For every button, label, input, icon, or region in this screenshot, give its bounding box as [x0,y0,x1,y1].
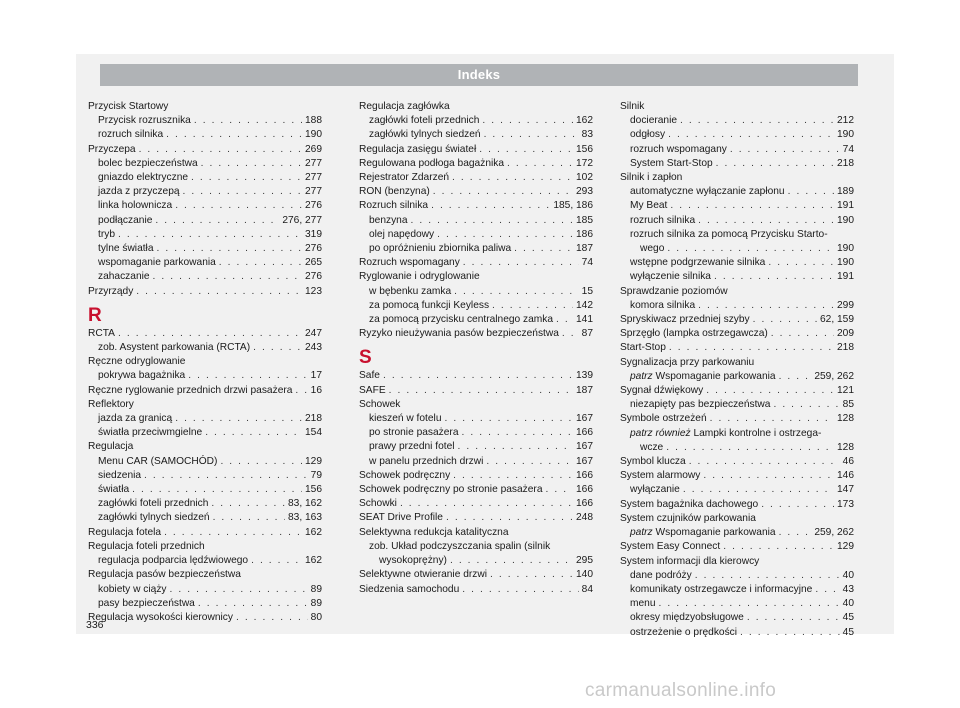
index-entry: tylne światła . . . 276 [88,242,322,256]
index-entry: wspomaganie parkowania . . . 265 [88,256,322,270]
index-entry: Przyrządy . . . 123 [88,285,322,299]
index-column-3 [620,100,854,640]
index-entry: dane podróży . . . 40 [620,569,854,583]
index-entry: wego . . . 190 [620,242,854,256]
see-reference: patrz [630,527,653,539]
index-entry: Sprzęgło (lampka ostrzegawcza) . . . 209 [620,327,854,341]
index-entry: jazda z przyczepą . . . 277 [88,185,322,199]
index-subheading: zob. Układ podczyszczania spalin (silnik [369,540,551,552]
index-column-2 [359,100,593,597]
index-entry: pasy bezpieczeństwa . . . 89 [88,597,322,611]
index-entry: Regulowana podłoga bagażnika . . . 172 [359,157,593,171]
index-entry: patrz Wspomaganie parkowania . . . 259, 262 [620,526,854,540]
index-heading: Silnik [620,101,645,112]
index-entry: wyłączenie silnika . . . 191 [620,270,854,284]
index-heading: System informacji dla kierowcy [620,555,760,567]
index-entry: olej napędowy . . . 186 [359,228,593,242]
index-entry: Rejestrator Zdarzeń . . . 102 [359,171,593,185]
index-entry: Menu CAR (SAMOCHÓD) . . . 129 [88,455,322,469]
index-entry: Selektywne otwieranie drzwi . . . 140 [359,568,593,582]
index-entry: Symbole ostrzeżeń . . . 128 [620,412,854,426]
index-heading: System czujników parkowania [620,512,756,524]
index-heading: Sygnalizacja przy parkowaniu [620,356,755,368]
index-entry: zagłówki tylnych siedzeń . . . 83 [359,128,593,142]
index-entry: Regulacja wysokości kierownicy . . . 80 [88,611,322,625]
index-entry: regulacja podparcia lędźwiowego . . . 162 [88,554,322,568]
index-heading: Regulacja zagłówka [359,101,450,112]
index-heading: Regulacja pasów bezpieczeństwa [88,569,241,581]
index-entry: rozruch wspomagany . . . 74 [620,143,854,157]
index-entry: Safe . . . 139 [359,369,593,383]
index-entry: światła . . . 156 [88,483,322,497]
index-entry: kobiety w ciąży . . . 89 [88,583,322,597]
index-entry: RCTA . . . 247 [88,327,322,341]
index-header: Indeks [100,64,858,86]
index-entry: SEAT Drive Profile . . . 248 [359,511,593,525]
index-subheading: rozruch silnika za pomocą Przycisku Starto- [630,228,828,240]
index-entry: System bagażnika dachowego . . . 173 [620,498,854,512]
index-entry: Przycisk rozrusznika . . . 188 [88,114,322,128]
index-entry: siedzenia . . . 79 [88,469,322,483]
index-entry: kieszeń w fotelu . . . 167 [359,412,593,426]
index-entry: Siedzenia samochodu . . . 84 [359,583,593,597]
index-entry: Ręczne ryglowanie przednich drzwi pasażera . . . 16 [88,384,322,398]
index-entry: ostrzeżenie o prędkości . . . 45 [620,626,854,640]
index-entry: gniazdo elektryczne . . . 277 [88,171,322,185]
index-entry: wcze . . . 128 [620,441,854,455]
index-entry: Regulacja fotela . . . 162 [88,526,322,540]
index-entry: wstępne podgrzewanie silnika . . . 190 [620,256,854,270]
index-entry: Start-Stop . . . 218 [620,341,854,355]
index-heading: Regulacja [88,441,134,453]
index-heading: Przycisk Startowy [88,101,169,112]
index-entry: jazda za granicą . . . 218 [88,412,322,426]
see-reference: patrz [630,370,653,382]
index-entry: Schowek podręczny . . . 166 [359,469,593,483]
index-entry: komunikaty ostrzegawcze i informacyjne . . . 43 [620,583,854,597]
index-heading: Sprawdzanie poziomów [620,285,728,297]
section-letter-r: R [88,304,102,326]
index-entry: pokrywa bagażnika . . . 17 [88,369,322,383]
index-column-1 [88,100,322,625]
index-entry: tryb . . . 319 [88,228,322,242]
index-heading: Reflektory [88,398,134,410]
index-entry: Rozruch wspomagany . . . 74 [359,256,593,270]
index-entry: rozruch silnika . . . 190 [88,128,322,142]
index-entry: rozruch silnika . . . 190 [620,214,854,228]
index-entry: w bębenku zamka . . . 15 [359,285,593,299]
page-number: 336 [86,619,104,631]
watermark: carmanualsonline.info [585,680,777,701]
index-entry: odgłosy . . . 190 [620,128,854,142]
index-entry: zagłówki tylnych siedzeń . . . 83, 163 [88,511,322,525]
index-entry: Spryskiwacz przedniej szyby . . . 62, 159 [620,313,854,327]
index-heading: Silnik i zapłon [620,172,683,184]
index-entry: menu . . . 40 [620,597,854,611]
index-entry: System alarmowy . . . 146 [620,469,854,483]
index-entry: automatyczne wyłączanie zapłonu . . . 189 [620,185,854,199]
section-letter-s: S [359,347,372,369]
index-entry: docieranie . . . 212 [620,114,854,128]
index-entry: podłączanie . . . 276, 277 [88,214,322,228]
index-entry: wyłączanie . . . 147 [620,483,854,497]
index-entry: Ryzyko nieużywania pasów bezpieczeństwa . . . 87 [359,327,593,341]
index-heading: Ręczne odryglowanie [88,356,186,368]
index-entry: Schowki . . . 166 [359,497,593,511]
index-heading: Ryglowanie i odryglowanie [359,271,480,283]
index-entry: Symbol klucza . . . 46 [620,455,854,469]
index-entry: po opróżnieniu zbiornika paliwa . . . 187 [359,242,593,256]
index-entry: SAFE . . . 187 [359,384,593,398]
index-entry: Rozruch silnika . . . 185, 186 [359,199,593,213]
index-entry: za pomocą przycisku centralnego zamka . . . 141 [359,313,593,327]
index-entry: zagłówki foteli przednich . . . 83, 162 [88,497,322,511]
index-entry: zagłówki foteli przednich . . . 162 [359,114,593,128]
index-entry: okresy międzyobsługowe . . . 45 [620,611,854,625]
index-entry: System Easy Connect . . . 129 [620,540,854,554]
index-entry: bolec bezpieczeństwa . . . 277 [88,157,322,171]
index-entry: linka holownicza . . . 276 [88,199,322,213]
index-entry: światła przeciwmgielne . . . 154 [88,426,322,440]
index-entry: zahaczanie . . . 276 [88,270,322,284]
index-heading: Selektywna redukcja katalityczna [359,526,509,538]
index-entry: Sygnał dźwiękowy . . . 121 [620,384,854,398]
index-entry: zob. Asystent parkowania (RCTA) . . . 243 [88,341,322,355]
see-reference: patrz również [630,427,691,439]
index-entry: za pomocą funkcji Keyless . . . 142 [359,299,593,313]
index-entry: komora silnika . . . 299 [620,299,854,313]
index-heading: Regulacja foteli przednich [88,540,205,552]
index-entry: Schowek podręczny po stronie pasażera . . . 166 [359,483,593,497]
index-entry: w panelu przednich drzwi . . . 167 [359,455,593,469]
index-entry: po stronie pasażera . . . 166 [359,426,593,440]
index-entry: prawy przedni fotel . . . 167 [359,440,593,454]
index-entry: Regulacja zasięgu świateł . . . 156 [359,143,593,157]
index-entry: My Beat . . . 191 [620,199,854,213]
index-entry: wysokoprężny) . . . 295 [359,554,593,568]
index-entry: RON (benzyna) . . . 293 [359,185,593,199]
index-entry: System Start-Stop . . . 218 [620,157,854,171]
index-entry: niezapięty pas bezpieczeństwa . . . 85 [620,398,854,412]
index-entry: benzyna . . . 185 [359,214,593,228]
index-heading: Schowek [359,398,401,410]
index-subheading: patrz również Lampki kontrolne i ostrzega- [630,427,822,439]
index-entry: patrz Wspomaganie parkowania . . . 259, 262 [620,370,854,384]
index-entry: Przyczepa . . . 269 [88,143,322,157]
